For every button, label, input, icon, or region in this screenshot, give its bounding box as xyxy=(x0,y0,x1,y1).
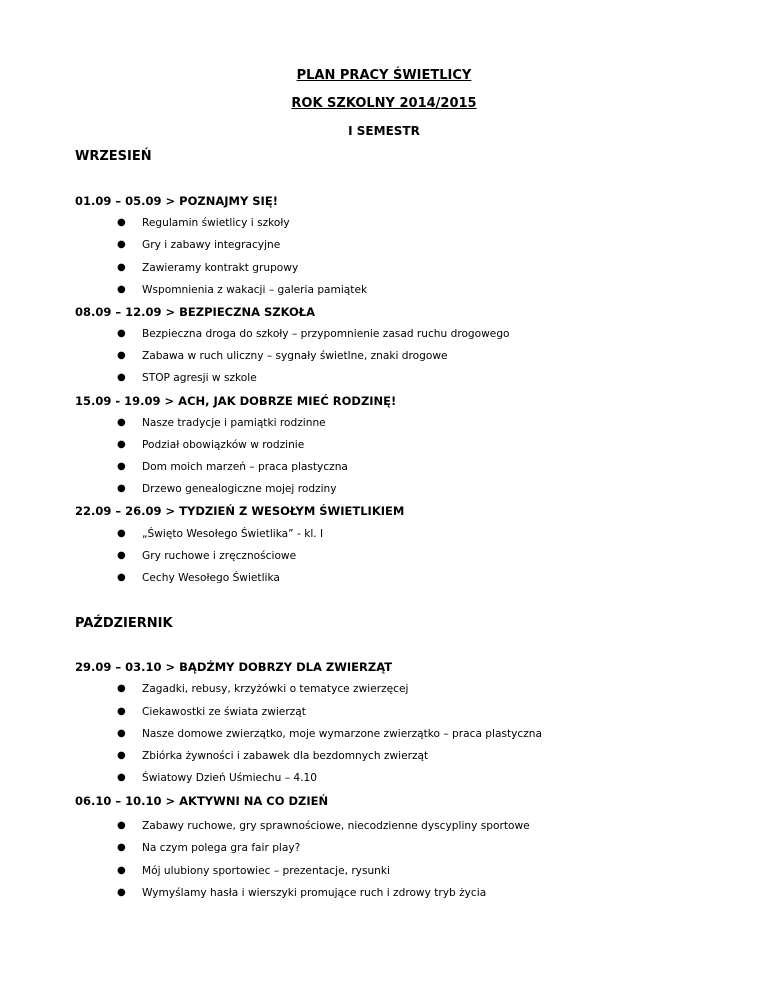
bullet-icon: ● xyxy=(117,528,126,539)
bullet-icon: ● xyxy=(117,887,126,898)
bullet-icon: ● xyxy=(117,728,126,739)
bullet-icon: ● xyxy=(117,483,126,494)
bullet-icon: ● xyxy=(117,820,126,831)
week-heading: 08.09 – 12.09 > BEZPIECZNA SZKOŁA xyxy=(75,305,316,319)
list-item: ● Zabawy ruchowe, gry sprawnościowe, niecodzienne dyscypliny sportowe xyxy=(117,820,530,832)
week-heading: 22.09 – 26.09 > TYDZIEŃ Z WESOŁYM ŚWIETLIKIEM xyxy=(75,504,405,518)
list-item: ● Cechy Wesołego Świetlika xyxy=(117,572,280,584)
bullet-icon: ● xyxy=(117,217,126,228)
list-item: ● „Święto Wesołego Świetlika” - kl. I xyxy=(117,528,324,540)
bullet-icon: ● xyxy=(117,372,126,383)
list-item: ● Bezpieczna droga do szkoły – przypomnienie zasad ruchu drogowego xyxy=(117,328,510,340)
list-item: ● Regulamin świetlicy i szkoły xyxy=(117,217,290,229)
bullet-icon: ● xyxy=(117,572,126,583)
bullet-icon: ● xyxy=(117,328,126,339)
list-item: ● Zabawa w ruch uliczny – sygnały świetlne, znaki drogowe xyxy=(117,350,448,362)
bullet-icon: ● xyxy=(117,750,126,761)
week-heading: 29.09 – 03.10 > BĄDŹMY DOBRZY DLA ZWIERZĄT xyxy=(75,660,393,674)
bullet-icon: ● xyxy=(117,550,126,561)
list-item: ● Światowy Dzień Uśmiechu – 4.10 xyxy=(117,772,317,784)
list-item: ● STOP agresji w szkole xyxy=(117,372,257,384)
list-item: ● Zawieramy kontrakt grupowy xyxy=(117,262,299,274)
month-heading-wrzesien: WRZESIEŃ xyxy=(75,149,152,164)
list-item: ● Podział obowiązków w rodzinie xyxy=(117,439,305,451)
page-title: PLAN PRACY ŚWIETLICY xyxy=(296,68,472,83)
bullet-icon: ● xyxy=(117,683,126,694)
list-item: ● Nasze domowe zwierzątko, moje wymarzone zwierzątko – praca plastyczna xyxy=(117,728,542,740)
bullet-icon: ● xyxy=(117,706,126,717)
week-heading: 15.09 - 19.09 > ACH, JAK DOBRZE MIEĆ RODZINĘ! xyxy=(75,394,397,408)
semester-heading: I SEMESTR xyxy=(348,124,420,138)
bullet-icon: ● xyxy=(117,262,126,273)
bullet-icon: ● xyxy=(117,865,126,876)
month-heading-pazdziernik: PAŹDZIERNIK xyxy=(75,616,173,631)
list-item: ● Dom moich marzeń – praca plastyczna xyxy=(117,461,348,473)
week-heading: 01.09 – 05.09 > POZNAJMY SIĘ! xyxy=(75,194,278,208)
list-item: ● Mój ulubiony sportowiec – prezentacje, rysunki xyxy=(117,865,390,877)
bullet-icon: ● xyxy=(117,284,126,295)
bullet-icon: ● xyxy=(117,772,126,783)
list-item: ● Ciekawostki ze świata zwierząt xyxy=(117,706,306,718)
bullet-icon: ● xyxy=(117,461,126,472)
bullet-icon: ● xyxy=(117,417,126,428)
school-year: ROK SZKOLNY 2014/2015 xyxy=(291,96,477,111)
bullet-icon: ● xyxy=(117,350,126,361)
bullet-icon: ● xyxy=(117,239,126,250)
list-item: ● Gry ruchowe i zręcznościowe xyxy=(117,550,297,562)
week-heading: 06.10 – 10.10 > AKTYWNI NA CO DZIEŃ xyxy=(75,794,329,808)
list-item: ● Zbiórka żywności i zabawek dla bezdomnych zwierząt xyxy=(117,750,429,762)
list-item: ● Gry i zabawy integracyjne xyxy=(117,239,281,251)
bullet-icon: ● xyxy=(117,439,126,450)
bullet-icon: ● xyxy=(117,842,126,853)
list-item: ● Drzewo genealogiczne mojej rodziny xyxy=(117,483,337,495)
list-item: ● Wymyślamy hasła i wierszyki promujące ruch i zdrowy tryb życia xyxy=(117,887,487,899)
list-item: ● Zagadki, rebusy, krzyżówki o tematyce zwierzęcej xyxy=(117,683,409,695)
list-item: ● Na czym polega gra fair play? xyxy=(117,842,301,854)
list-item: ● Wspomnienia z wakacji – galeria pamiątek xyxy=(117,284,368,296)
list-item: ● Nasze tradycje i pamiątki rodzinne xyxy=(117,417,326,429)
